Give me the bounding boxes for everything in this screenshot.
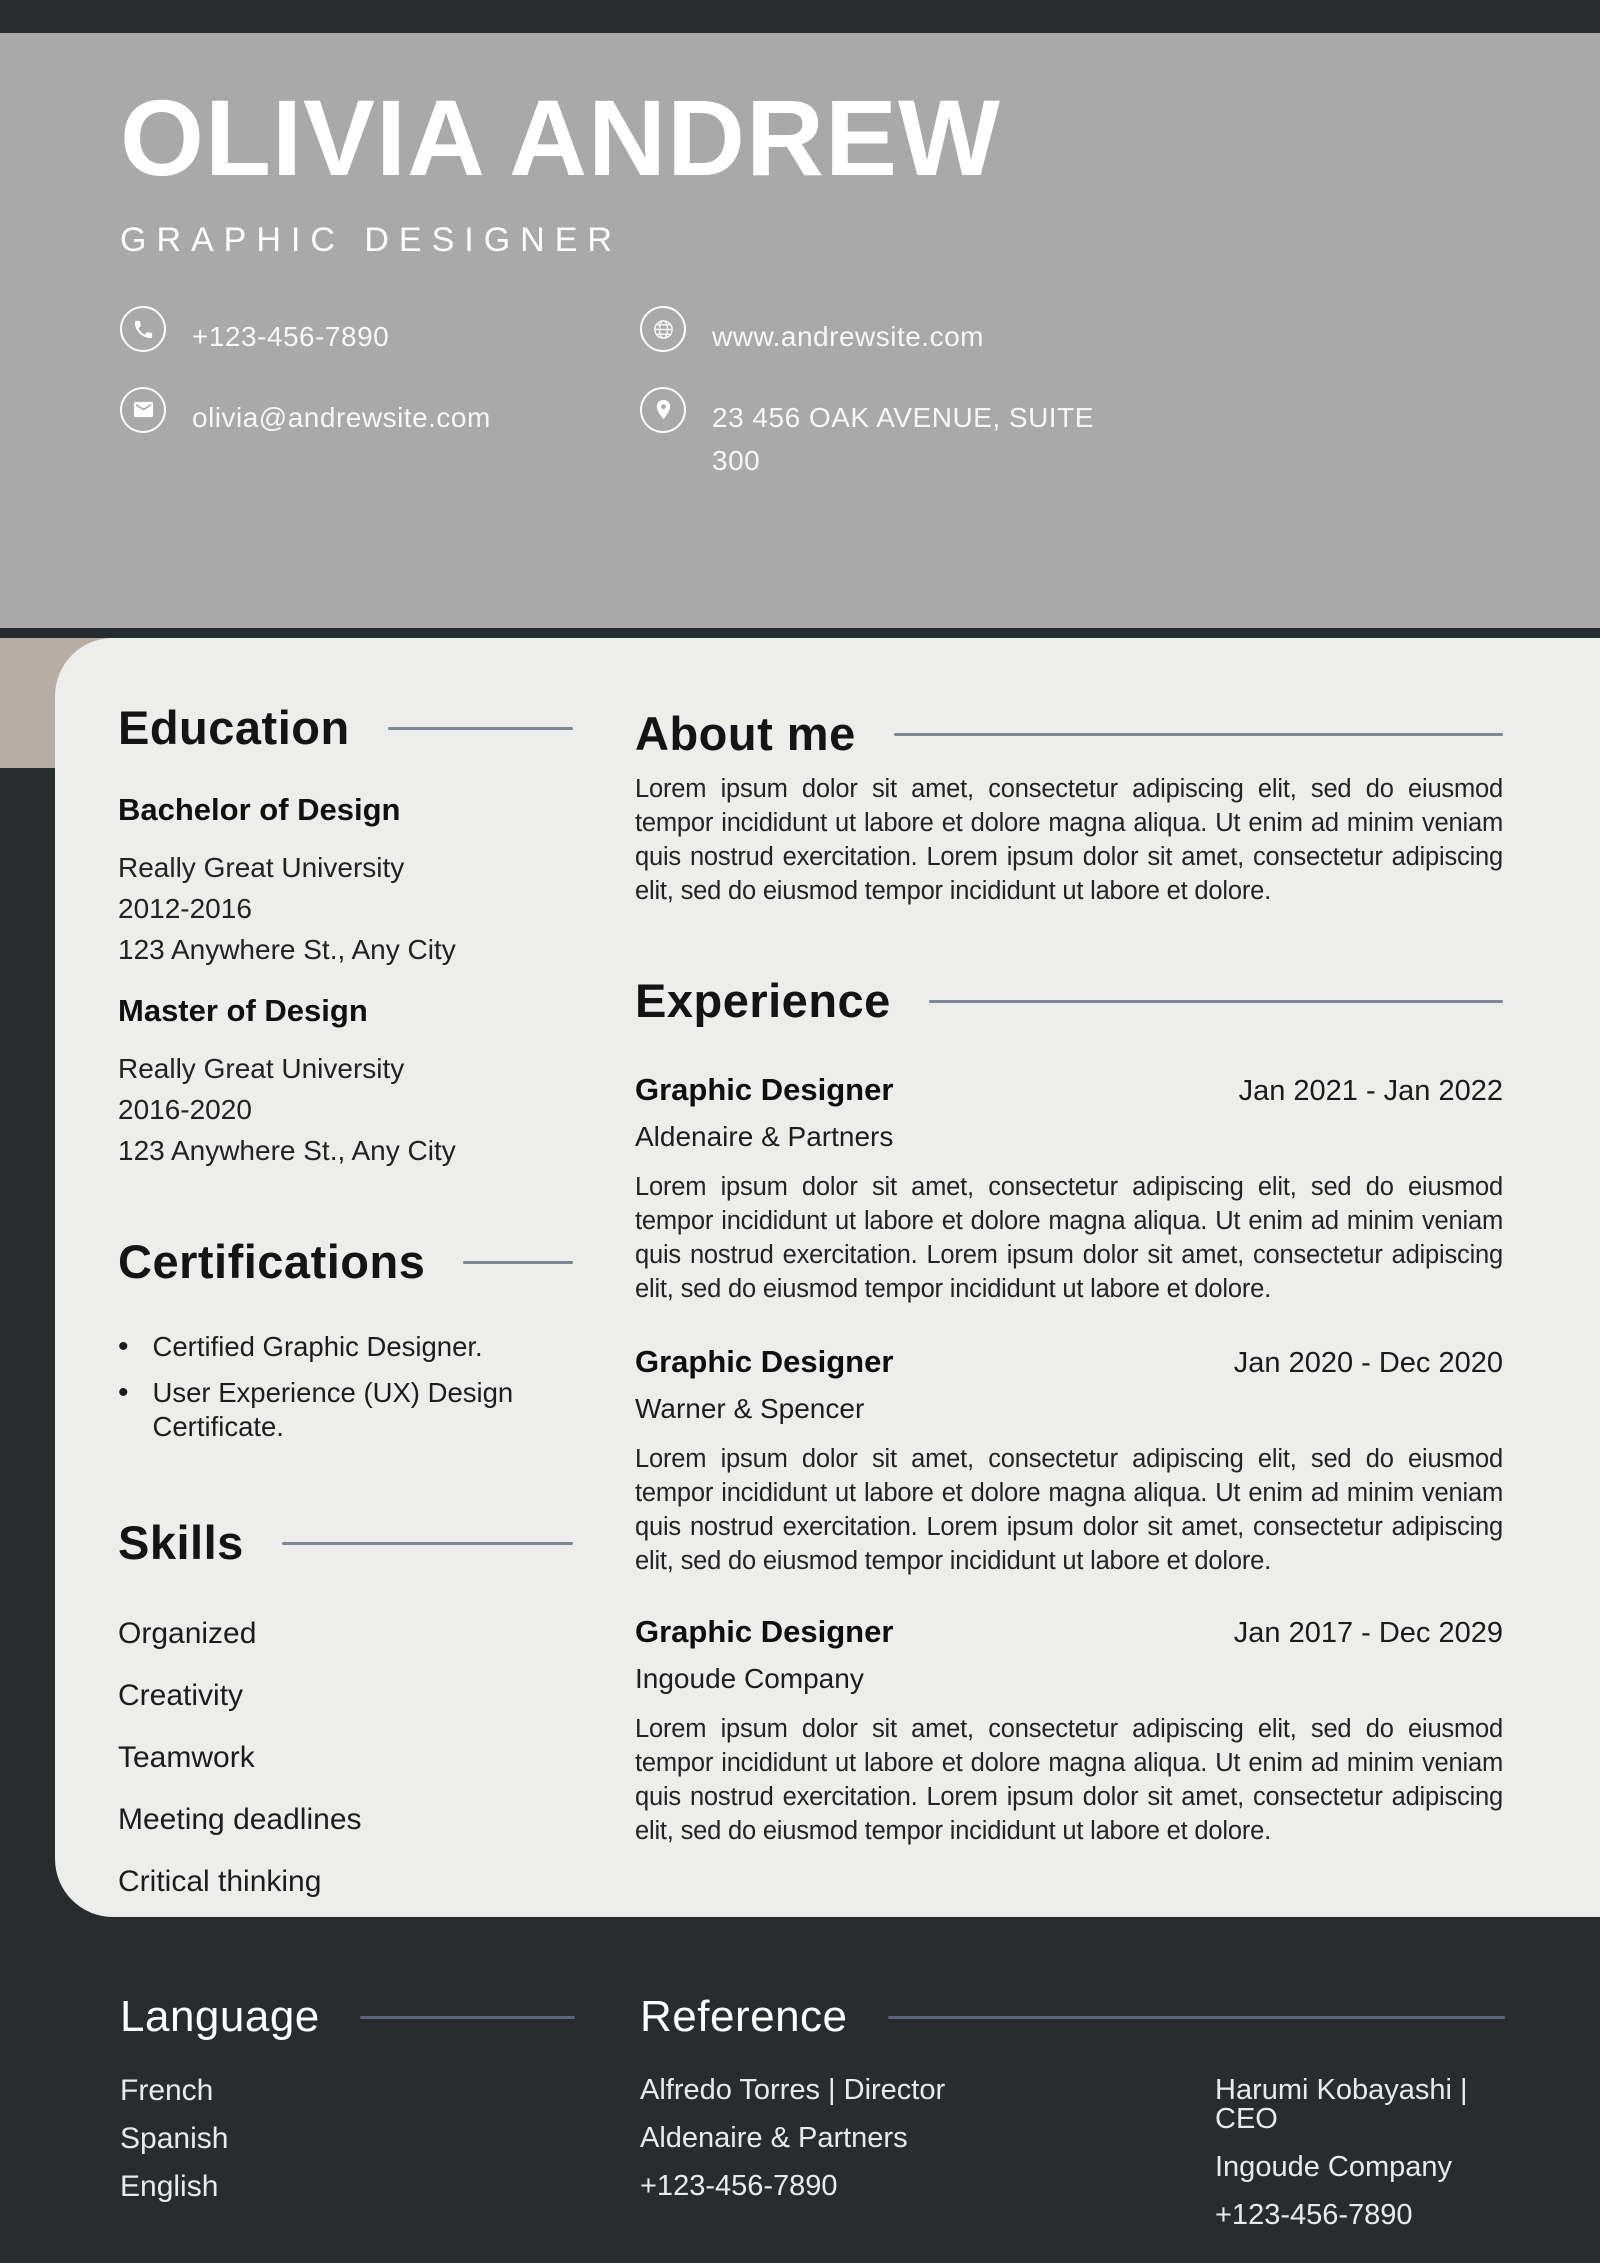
globe-icon [640, 306, 686, 352]
section-skills-heading [118, 1517, 573, 1569]
language-item: Spanish [120, 2122, 229, 2155]
education-entry [118, 993, 573, 1171]
degree-title: Master of Design [118, 993, 368, 1028]
contact-address [640, 387, 1600, 483]
heading-rule [463, 1261, 573, 1264]
heading-rule [282, 1542, 573, 1545]
skill-item: Teamwork [118, 1741, 255, 1774]
section-language-heading [120, 1992, 575, 2042]
experience-entry [635, 1344, 1503, 1578]
experience-entry-header [635, 1344, 1503, 1380]
school-address: 123 Anywhere St., Any City [118, 934, 456, 965]
language-list [120, 2076, 575, 2202]
section-experience-heading [635, 975, 1503, 1027]
language-item: English [120, 2170, 219, 2203]
section-about-heading [635, 708, 1503, 760]
contact-phone [120, 306, 640, 358]
job-description: Lorem ipsum dolor sit amet, consectetur adipiscing elit, sed do eiusmod tempor incididunt ut labore et dolore magna aliqua. Ut enim ad minim veniam quis nostrud exercitation. Lorem ipsum dolor sit amet, consectetur adipiscing elit, sed do eiusmod tempor incididunt ut labore et dolore. [635, 1173, 1503, 1303]
company-name: Aldenaire & Partners [635, 1121, 894, 1152]
bullet-dot: • [118, 1330, 129, 1363]
list-item [118, 1330, 573, 1364]
skill-item: Organized [118, 1617, 257, 1650]
education-entry [118, 792, 573, 970]
reference-phone: +123-456-7890 [1215, 2199, 1413, 2231]
company-name: Warner & Spencer [635, 1393, 865, 1424]
job-title: Graphic Designer [635, 1614, 894, 1649]
heading-rule [888, 2016, 1505, 2019]
job-title: Graphic Designer [635, 1344, 894, 1379]
reference-company: Aldenaire & Partners [640, 2122, 908, 2154]
school-address: 123 Anywhere St., Any City [118, 1135, 456, 1166]
reference-name-role: Alfredo Torres | Director [640, 2074, 946, 2106]
job-title: Graphic Designer [635, 1072, 894, 1107]
section-certifications-heading [118, 1236, 573, 1288]
language-item: French [120, 2074, 214, 2107]
skills-heading-label: Skills [118, 1516, 244, 1569]
email-value: olivia@andrewsite.com [192, 401, 491, 433]
certification-text: Certified Graphic Designer. [152, 1331, 483, 1362]
reference-entry [640, 2076, 1215, 2249]
resume-body-card [55, 638, 1600, 1917]
education-heading-label: Education [118, 701, 350, 754]
address-value: 23 456 OAK AVENUE, SUITE 300 [712, 401, 1094, 476]
list-item [118, 1376, 573, 1444]
reference-heading-label: Reference [640, 1992, 848, 2041]
reference-entry [1215, 2076, 1505, 2249]
skills-list [118, 1619, 573, 1897]
job-description: Lorem ipsum dolor sit amet, consectetur adipiscing elit, sed do eiusmod tempor incididunt ut labore et dolore magna aliqua. Ut enim ad minim veniam quis nostrud exercitation. Lorem ipsum dolor sit amet, consectetur adipiscing elit, sed do eiusmod tempor incididunt ut labore et dolore. [635, 1715, 1503, 1845]
experience-entry [635, 1072, 1503, 1306]
about-text: Lorem ipsum dolor sit amet, consectetur adipiscing elit, sed do eiusmod tempor incididunt ut labore et dolore magna aliqua. Ut enim ad minim veniam quis nostrud exercitation. Lorem ipsum dolor sit amet, consectetur adipiscing elit, sed do eiusmod tempor incididunt ut labore et dolore. [635, 775, 1503, 905]
left-column [118, 638, 573, 1929]
heading-rule [894, 733, 1503, 736]
heading-rule [388, 727, 573, 730]
degree-details [118, 847, 573, 970]
contact-email [120, 387, 640, 483]
certifications-list [118, 1330, 573, 1444]
company-name: Ingoude Company [635, 1663, 864, 1694]
contact-info [120, 306, 1600, 482]
email-icon [120, 387, 166, 433]
skill-item: Critical thinking [118, 1865, 322, 1898]
phone-value: +123-456-7890 [192, 321, 390, 353]
skill-item: Creativity [118, 1679, 244, 1712]
certification-text: User Experience (UX) Design Certificate. [152, 1377, 514, 1442]
study-years: 2016-2020 [118, 1094, 252, 1125]
person-role: GRAPHIC DESIGNER [120, 221, 622, 260]
job-dates: Jan 2017 - Dec 2029 [1233, 1617, 1503, 1649]
right-column [635, 638, 1503, 1874]
job-dates: Jan 2021 - Jan 2022 [1238, 1075, 1503, 1107]
person-name: OLIVIA ANDREW [120, 77, 1001, 198]
phone-icon [120, 306, 166, 352]
school-name: Really Great University [118, 1053, 405, 1084]
language-heading-label: Language [120, 1992, 320, 2041]
reference-phone: +123-456-7890 [640, 2170, 838, 2202]
reference-company: Ingoude Company [1215, 2151, 1452, 2183]
experience-entry-header [635, 1614, 1503, 1650]
experience-heading-label: Experience [635, 974, 891, 1027]
study-years: 2012-2016 [118, 893, 252, 924]
heading-rule [929, 1000, 1503, 1003]
contact-website [640, 306, 1600, 358]
bullet-dot: • [118, 1376, 129, 1409]
website-value: www.andrewsite.com [712, 321, 984, 353]
degree-title: Bachelor of Design [118, 792, 401, 827]
language-section [120, 1992, 575, 2220]
heading-rule [360, 2016, 575, 2019]
experience-entry-header [635, 1072, 1503, 1108]
about-heading-label: About me [635, 707, 856, 760]
experience-entry [635, 1614, 1503, 1848]
certifications-heading-label: Certifications [118, 1235, 426, 1288]
job-dates: Jan 2020 - Dec 2020 [1233, 1347, 1503, 1379]
location-pin-icon [640, 387, 686, 433]
skill-item: Meeting deadlines [118, 1803, 362, 1836]
section-reference-heading [640, 1992, 1505, 2042]
section-education-heading [118, 702, 573, 754]
job-description: Lorem ipsum dolor sit amet, consectetur adipiscing elit, sed do eiusmod tempor incididunt ut labore et dolore magna aliqua. Ut enim ad minim veniam quis nostrud exercitation. Lorem ipsum dolor sit amet, consectetur adipiscing elit, sed do eiusmod tempor incididunt ut labore et dolore. [635, 1445, 1503, 1575]
degree-details [118, 1048, 573, 1171]
header [0, 33, 1600, 633]
school-name: Really Great University [118, 852, 405, 883]
reference-section [640, 1992, 1505, 2249]
reference-columns [640, 2076, 1505, 2249]
reference-name-role: Harumi Kobayashi | CEO [1215, 2074, 1468, 2135]
